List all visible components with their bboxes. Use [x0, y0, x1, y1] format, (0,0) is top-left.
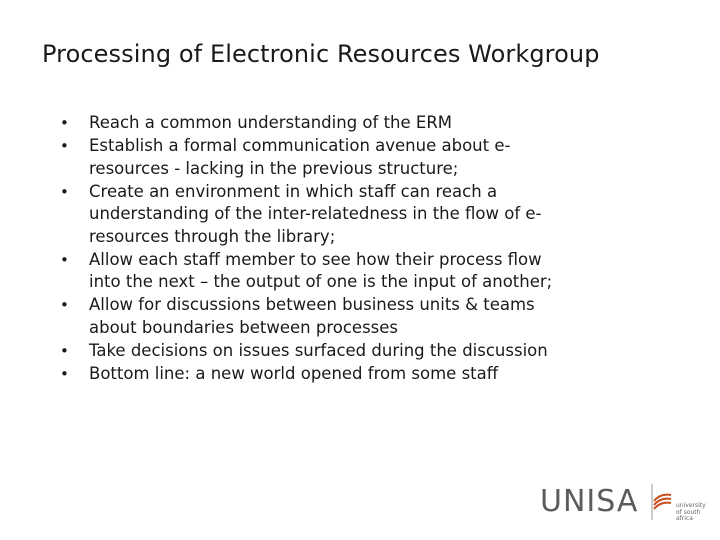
bullet-text: Allow each staff member to see how their process flow into the next – the output of one is the input of another; — [89, 249, 553, 291]
bullet-item — [60, 294, 700, 339]
bullet-dot-icon: • — [60, 182, 69, 201]
bullet-item — [60, 181, 700, 249]
logo-wordmark: UNISA — [540, 484, 639, 519]
bullet-item — [60, 135, 700, 180]
bullet-item — [60, 249, 700, 294]
bullet-item — [60, 363, 700, 386]
bullet-dot-icon: • — [60, 250, 69, 269]
bullet-text: Establish a formal communication avenue about e- resources - lacking in the previous structure; — [89, 136, 511, 178]
bullet-text: Take decisions on issues surfaced during the discussion — [89, 340, 548, 360]
bullet-dot-icon: • — [60, 341, 69, 360]
bullet-item — [60, 340, 700, 363]
bullet-dot-icon: • — [60, 364, 69, 383]
logo-mark-icon — [650, 483, 672, 521]
bullet-dot-icon: • — [60, 114, 69, 132]
unisa-logo — [540, 483, 712, 523]
bullet-text: Bottom line: a new world opened from some staff — [89, 363, 499, 383]
bullet-dot-icon: • — [60, 296, 69, 314]
bullet-text: Reach a common understanding of the ERM — [89, 113, 453, 132]
bullet-dot-icon: • — [60, 137, 69, 155]
bullet-item — [60, 112, 700, 135]
logo-tagline: university of south africa — [676, 502, 706, 522]
slide-title: Processing of Electronic Resources Workgroup — [42, 40, 600, 68]
bullet-text: Allow for discussions between business units & teams about boundaries between processes — [89, 295, 535, 337]
bullet-text: Create an environment in which staff can reach a understanding of the inter-relatedness in the flow of e- resources through the library; — [89, 181, 542, 246]
bullet-list — [60, 112, 700, 386]
